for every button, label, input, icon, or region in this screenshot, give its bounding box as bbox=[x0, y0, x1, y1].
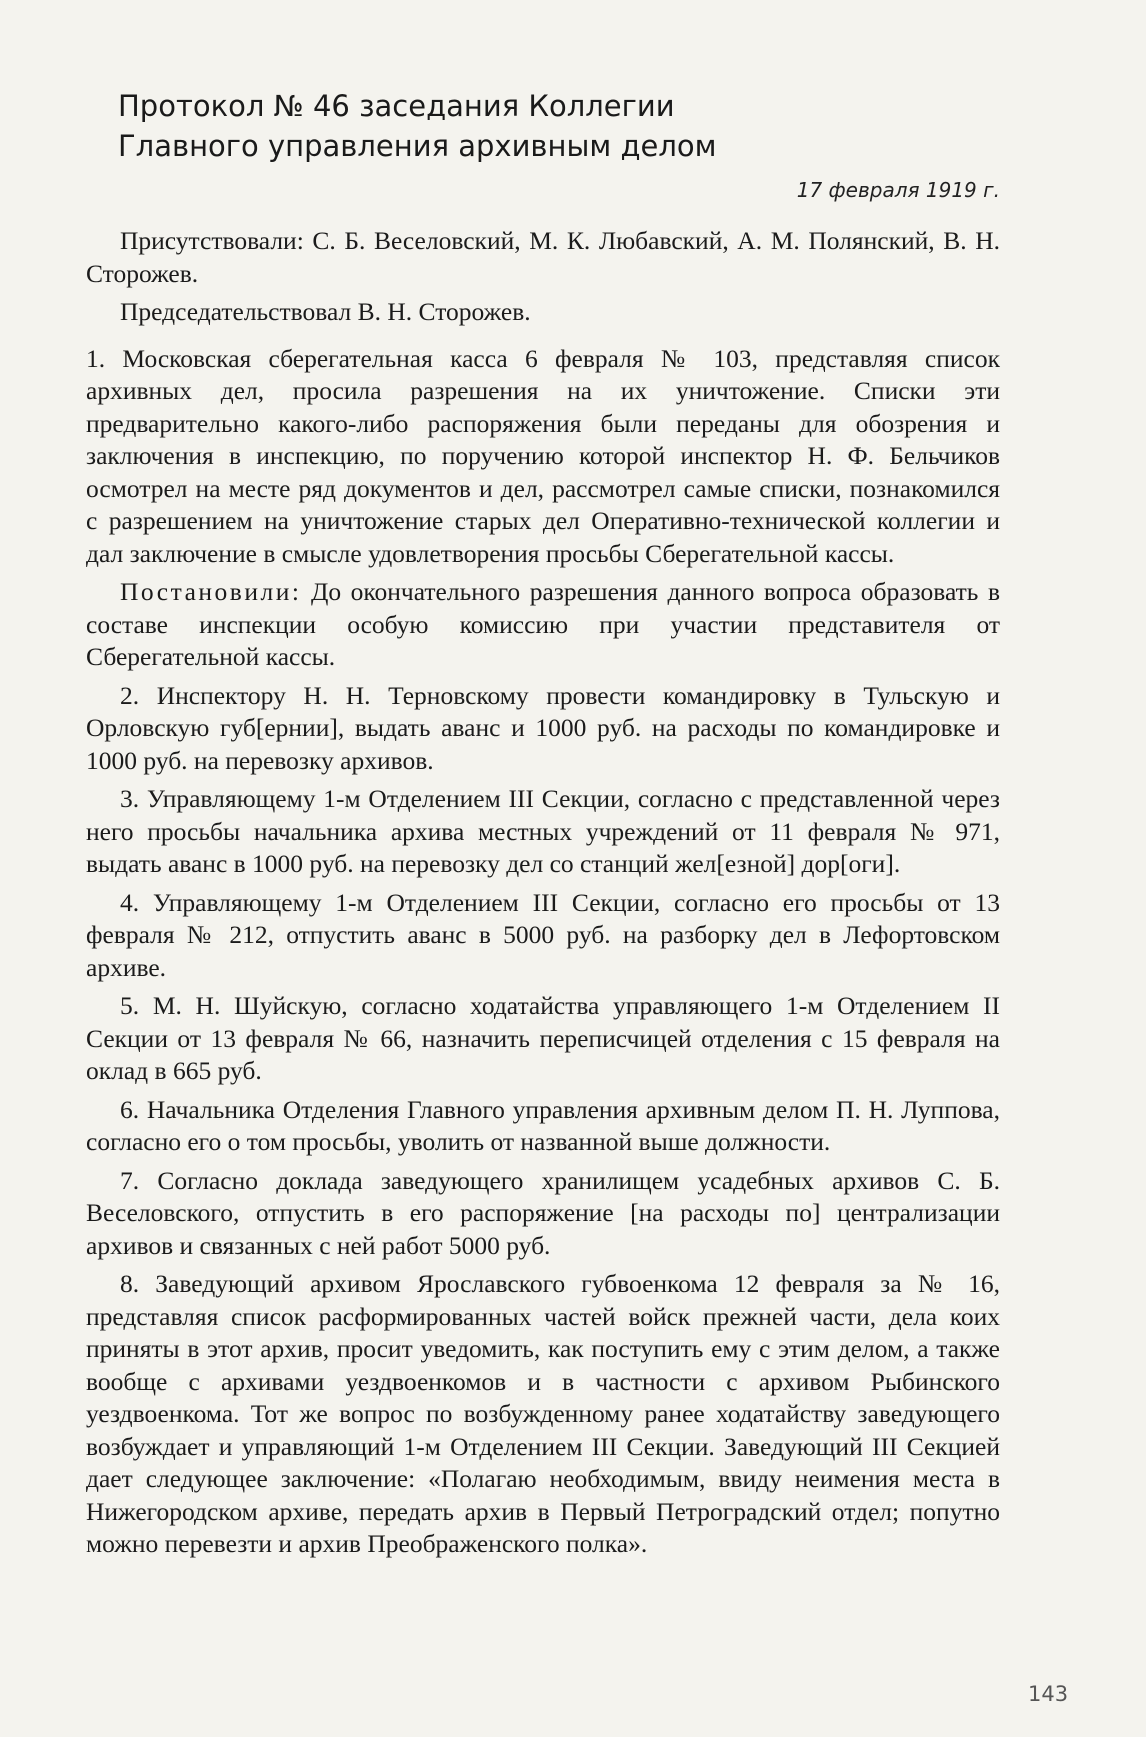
item-6-paragraph: 6. Начальника Отделения Главного управления архивным делом П. Н. Луппова, согласно его о том просьбы, уволить от названной выше должности. bbox=[86, 1094, 1000, 1156]
resolution-text: До окончательного разрешения данного вопроса образовать в составе инспекции особую комиссию при участии представителя от Сберегательной кассы. bbox=[86, 577, 1000, 671]
title-line-1: Протокол № 46 заседания Коллегии bbox=[118, 89, 675, 123]
item-8-paragraph: 8. Заведующий архивом Ярославского губвоенкома 12 февраля за № 16, представляя список расформированных частей войск прежней части, дела коих приняты в этот архив, просит уведомить, как поступить ему с этим делом, а также вообще с архивами уездвоенкомов и в частности с архивом Рыбинского уездвоенкома. Тот же вопрос по возбужденному ранее ходатайству заведующего возбуждает и управляющий 1-м Отделением III Секции. Заведующий III Секцией дает следующее заключение: «Полагаю необходимым, ввиду неимения места в Нижегородском архиве, передать архив в Первый Петроградский отдел; попутно можно перевезти и архив Преображенского полка». bbox=[86, 1269, 1000, 1558]
chair-paragraph: Председательствовал В. Н. Сторожев. bbox=[120, 297, 531, 326]
title-line-2: Главного управления архивным делом bbox=[118, 129, 717, 163]
attendees-paragraph: Присутствовали: С. Б. Веселовский, М. К. Любавский, А. М. Полянский, В. Н. Сторожев. bbox=[86, 226, 1000, 288]
document-title bbox=[118, 86, 1018, 166]
resolution-label: Постановили: bbox=[120, 577, 302, 606]
item-7-paragraph: 7. Согласно доклада заведующего хранилищем усадебных архивов С. Б. Веселовского, отпустить в его распоряжение [на расходы по] централизации архивов и связанных с ней работ 5000 руб. bbox=[86, 1165, 1000, 1260]
resolution-paragraph bbox=[86, 576, 1000, 674]
item-5-paragraph: 5. М. Н. Шуйскую, согласно ходатайства управляющего 1-м Отделением II Секции от 13 февраля № 66, назначить переписчицей отделения с 15 февраля на оклад в 665 руб. bbox=[86, 991, 1000, 1085]
item-3-paragraph: 3. Управляющему 1-м Отделением III Секции, согласно с представленной через него просьбы начальника архива местных учреждений от 11 февраля № 971, выдать аванс в 1000 руб. на перевозку дел со станций жел[езной] дор[оги]. bbox=[86, 784, 1000, 878]
page-number: 143 bbox=[1028, 1682, 1069, 1706]
item-2-paragraph: 2. Инспектору Н. Н. Терновскому провести командировку в Тульскую и Орловскую губ[ернии], выдать аванс и 1000 руб. на расходы по командировке и 1000 руб. на перевозку архивов. bbox=[86, 680, 1000, 775]
item-4-paragraph: 4. Управляющему 1-м Отделением III Секции, согласно его просьбы от 13 февраля № 212, отпустить аванс в 5000 руб. на разборку дел в Лефортовском архиве. bbox=[86, 887, 1000, 982]
document-body bbox=[86, 225, 1000, 1567]
item-1-paragraph: 1. Московская сберегательная касса 6 февраля № 103, представляя список архивных дел, просила разрешения на их уничтожение. Списки эти предварительно какого-либо распоряжения были переданы для обозрения и заключения в инспекцию, по поручению которой инспектор Н. Ф. Бельчиков осмотрел на месте ряд документов и дел, рассмотрел самые списки, познакомился с разрешением на уничтожение старых дел Оперативно-технической коллегии и дал заключение в смысле удовлетворения просьбы Сберегательной кассы. bbox=[86, 343, 1000, 568]
document-date: 17 февраля 1919 г. bbox=[796, 178, 1000, 202]
